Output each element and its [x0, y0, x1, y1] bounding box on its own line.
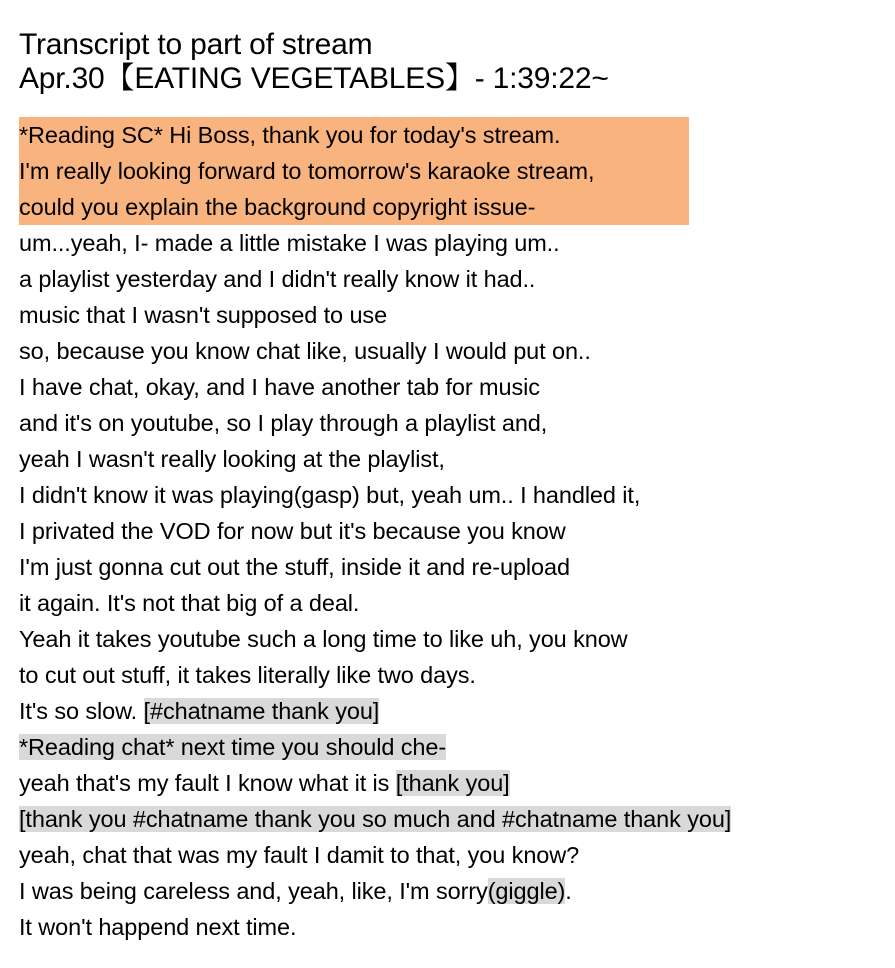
transcript-line	[19, 117, 889, 153]
chat-highlight: [thank you #chatname thank you so much and #chatname thank you]	[19, 806, 732, 832]
transcript-line	[19, 153, 889, 189]
chat-highlight: *Reading chat* next time you should che-	[19, 734, 447, 760]
line-text: It's so slow.	[19, 698, 144, 724]
line-text: I was being careless and, yeah, like, I'm sorry	[19, 878, 488, 904]
transcript-line: to cut out stuff, it takes literally like two days.	[19, 662, 476, 688]
transcript-line: I have chat, okay, and I have another tab for music	[19, 374, 540, 400]
transcript-line: so, because you know chat like, usually I would put on..	[19, 338, 591, 364]
transcript-line: it again. It's not that big of a deal.	[19, 590, 360, 616]
transcript-line: I privated the VOD for now but it's because you know	[19, 518, 566, 544]
stream-subtitle: Apr.30【EATING VEGETABLES】- 1:39:22~	[19, 62, 609, 95]
transcript-line: I'm just gonna cut out the stuff, inside it and re-upload	[19, 554, 570, 580]
transcript-line	[19, 189, 889, 225]
transcript-line: a playlist yesterday and I didn't really know it had..	[19, 266, 536, 292]
transcript-line	[19, 729, 889, 765]
transcript-line	[19, 765, 889, 801]
transcript-line: I didn't know it was playing(gasp) but, yeah um.. I handled it,	[19, 482, 641, 508]
header	[19, 28, 889, 96]
transcript-line: music that I wasn't supposed to use	[19, 302, 388, 328]
line-text: .	[565, 878, 572, 904]
chat-highlight: [thank you]	[395, 770, 510, 796]
superchat-highlight: *Reading SC* Hi Boss, thank you for today's stream.	[19, 117, 689, 153]
transcript-line: yeah, chat that was my fault I damit to that, you know?	[19, 842, 580, 868]
transcript-line	[19, 693, 889, 729]
transcript-line: yeah I wasn't really looking at the playlist,	[19, 446, 445, 472]
line-text: yeah that's my fault I know what it is	[19, 770, 396, 796]
transcript-line: and it's on youtube, so I play through a playlist and,	[19, 410, 548, 436]
superchat-highlight: I'm really looking forward to tomorrow's karaoke stream,	[19, 153, 689, 189]
transcript-line: Yeah it takes youtube such a long time to like uh, you know	[19, 626, 628, 652]
page-title: Transcript to part of stream	[19, 28, 373, 61]
superchat-highlight: could you explain the background copyright issue-	[19, 189, 689, 225]
transcript-line	[19, 801, 889, 837]
chat-highlight: (giggle)	[487, 878, 566, 904]
transcript-line	[19, 873, 889, 909]
transcript-line: It won't happend next time.	[19, 914, 297, 940]
transcript-line: um...yeah, I- made a little mistake I was playing um..	[19, 230, 560, 256]
transcript-document	[19, 28, 889, 945]
chat-highlight: [#chatname thank you]	[143, 698, 380, 724]
